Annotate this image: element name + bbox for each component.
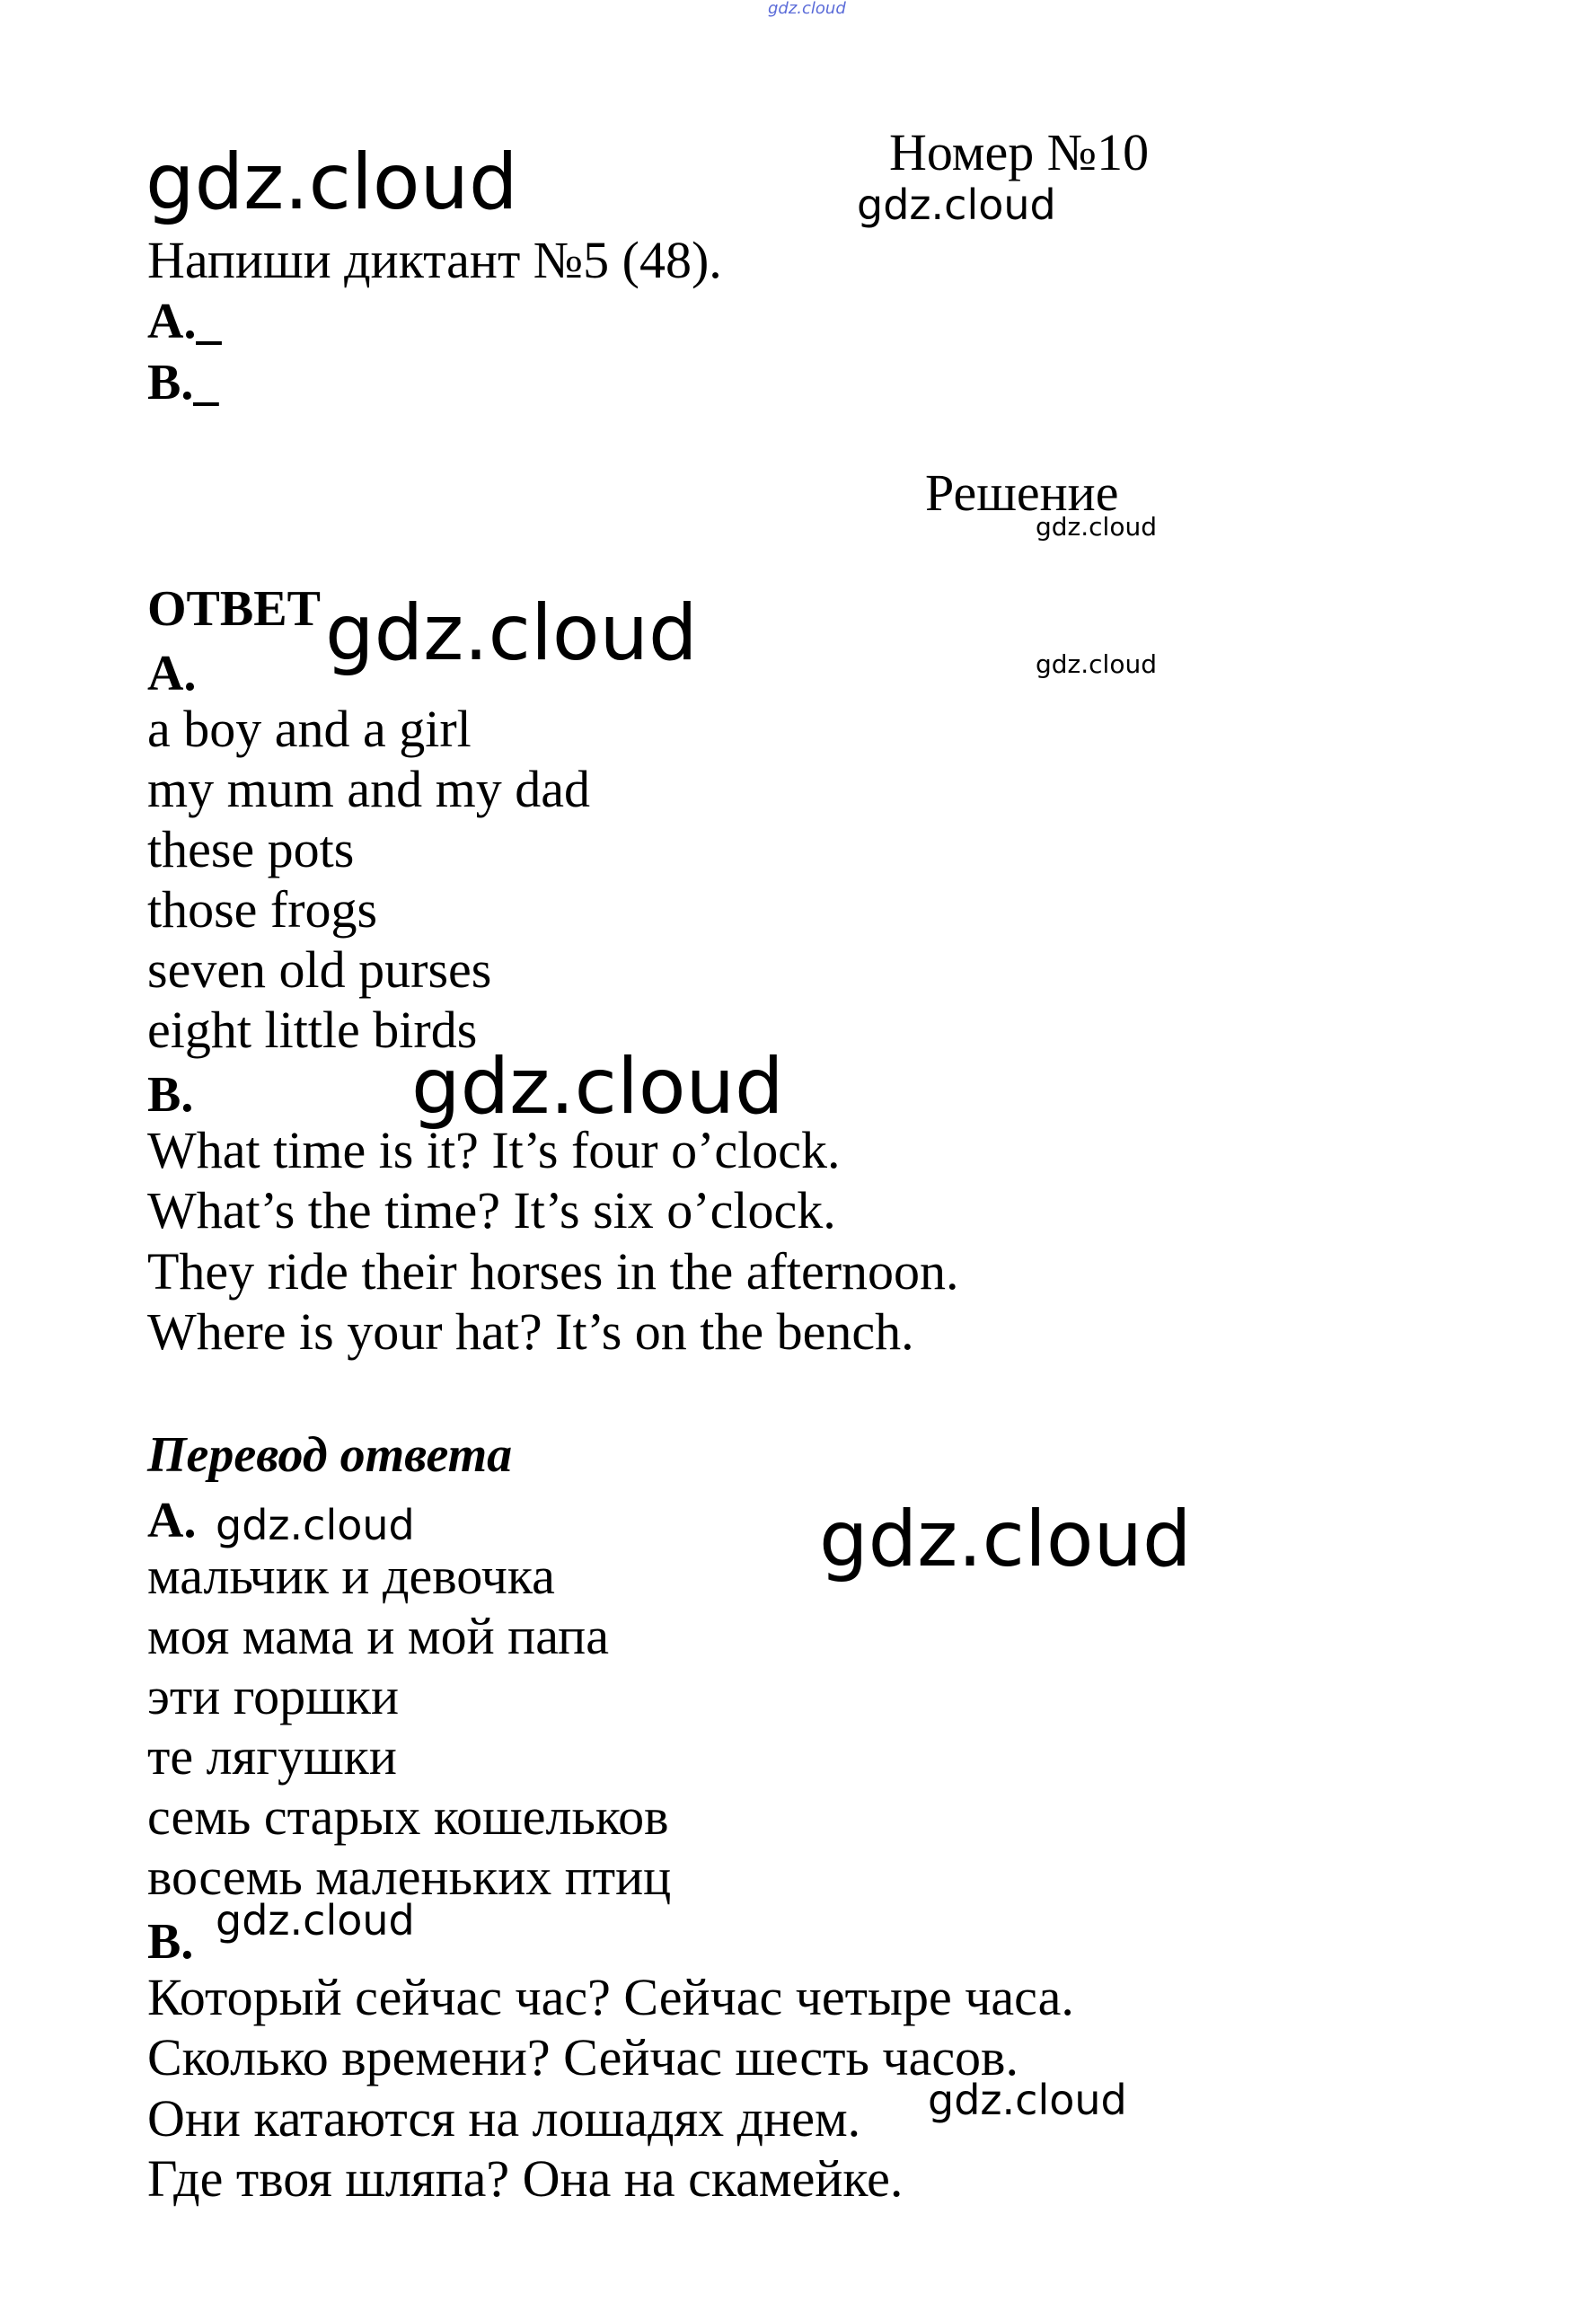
watermark-large-3: gdz.cloud (411, 1042, 784, 1132)
translation-b-line: Который сейчас час? Сейчас четыре часа. (147, 1968, 1074, 2026)
answer-a-line: seven old purses (147, 940, 492, 999)
task-label-b: B._ (147, 355, 219, 410)
translation-a-line: восемь маленьких птиц (147, 1848, 672, 1906)
watermark-small-2: gdz.cloud (1036, 649, 1157, 679)
translation-b-line: Сколько времени? Сейчас шесть часов. (147, 2028, 1018, 2086)
task-text: Напиши диктант №5 (48). (147, 231, 722, 289)
answer-b-line: What time is it? It’s four o’clock. (147, 1121, 841, 1179)
answer-label-b: B. (147, 1067, 194, 1123)
answer-title: ОТВЕТ (147, 581, 321, 637)
watermark-medium-4: gdz.cloud (928, 2076, 1127, 2124)
translation-a-line: семь старых кошельков (147, 1787, 669, 1846)
watermark-medium-2: gdz.cloud (216, 1501, 415, 1549)
translation-b-line: Где твоя шляпа? Она на скамейке. (147, 2149, 904, 2208)
answer-b-line: Where is your hat? It’s on the bench. (147, 1302, 914, 1361)
translation-a-line: эти горшки (147, 1667, 400, 1725)
answer-a-line: these pots (147, 820, 355, 878)
answer-b-line: They ride their horses in the afternoon. (147, 1242, 959, 1301)
solution-heading: Решение (925, 463, 1119, 522)
watermark-small-1: gdz.cloud (1036, 512, 1157, 542)
task-label-a: A._ (147, 294, 222, 349)
answer-a-line: a boy and a girl (147, 700, 472, 758)
answer-label-a: A. (147, 646, 197, 701)
watermark-large-2: gdz.cloud (325, 588, 698, 678)
watermark-large-1: gdz.cloud (145, 137, 518, 227)
answer-a-line: my mum and my dad (147, 760, 590, 818)
watermark-medium-1: gdz.cloud (857, 181, 1056, 229)
translation-b-line: Они катаются на лошадях днем. (147, 2089, 861, 2148)
translation-title: Перевод ответа (147, 1427, 513, 1483)
translation-label-a: A. (147, 1493, 197, 1548)
watermark-top: gdz.cloud (768, 0, 846, 18)
task-number: Номер №10 (889, 123, 1150, 181)
answer-a-line: eight little birds (147, 1001, 478, 1059)
translation-a-line: те лягушки (147, 1727, 397, 1786)
translation-label-b: B. (147, 1914, 194, 1970)
watermark-large-4: gdz.cloud (819, 1495, 1192, 1584)
translation-a-line: мальчик и девочка (147, 1547, 555, 1605)
answer-a-line: those frogs (147, 880, 378, 939)
translation-a-line: моя мама и мой папа (147, 1607, 609, 1665)
answer-b-line: What’s the time? It’s six o’clock. (147, 1181, 836, 1239)
watermark-medium-3: gdz.cloud (216, 1896, 415, 1945)
